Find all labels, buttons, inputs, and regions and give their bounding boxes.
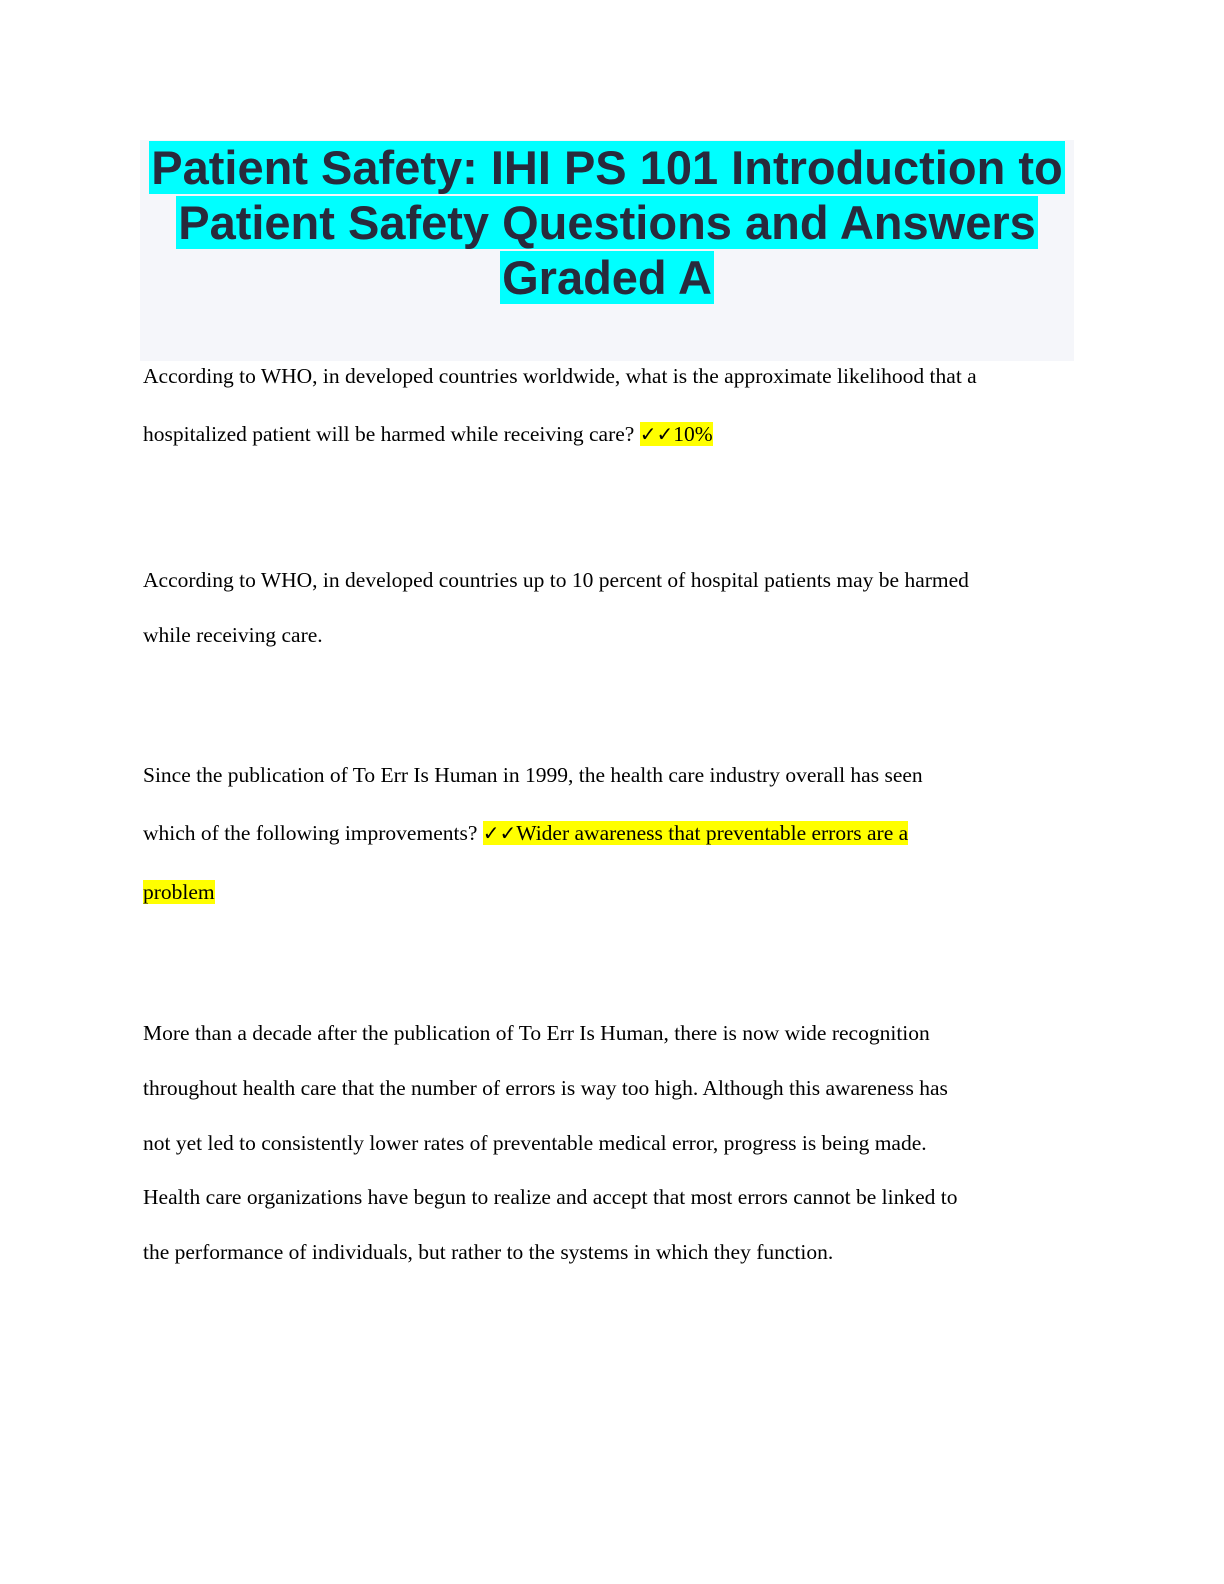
question-2-answer (483, 821, 908, 845)
answer-value-line-2: problem (143, 880, 215, 904)
explanation-2-line-1: More than a decade after the publication of To Err Is Human, there is now wide recognition (143, 1021, 930, 1045)
explanation-1-line-2: while receiving care. (143, 623, 323, 647)
check-icon: ✓✓ (482, 821, 517, 845)
title-line-3: Graded A (502, 251, 712, 304)
question-2-line-2 (143, 819, 908, 847)
explanation-2-line-3: not yet led to consistently lower rates of preventable medical error, progress is being made. (143, 1131, 927, 1155)
title-line-2: Patient Safety Questions and Answers (178, 196, 1036, 249)
explanation-1-line-1: According to WHO, in developed countries up to 10 percent of hospital patients may be harmed (143, 568, 969, 592)
document-title (140, 140, 1074, 305)
question-2-line-3 (143, 878, 215, 906)
answer-value: 10% (673, 422, 713, 446)
question-1-answer (640, 422, 713, 446)
title-line-1: Patient Safety: IHI PS 101 Introduction to (151, 141, 1063, 194)
explanation-2-line-5: the performance of individuals, but rather to the systems in which they function. (143, 1240, 834, 1264)
answer-value-line-1: Wider awareness that preventable errors are a (516, 821, 909, 845)
title-block (140, 140, 1074, 361)
question-2-line-1: Since the publication of To Err Is Human in 1999, the health care industry overall has seen (143, 763, 923, 787)
explanation-2-line-4: Health care organizations have begun to realize and accept that most errors cannot be linked to (143, 1185, 958, 1209)
question-1-text: hospitalized patient will be harmed while receiving care? (143, 422, 635, 446)
question-1-line-1: According to WHO, in developed countries worldwide, what is the approximate likelihood that a (143, 364, 977, 388)
question-1-line-2 (143, 420, 713, 448)
check-icon: ✓✓ (639, 422, 674, 446)
question-2-text: which of the following improvements? (143, 821, 478, 845)
explanation-2-line-2: throughout health care that the number of errors is way too high. Although this awareness has (143, 1076, 948, 1100)
